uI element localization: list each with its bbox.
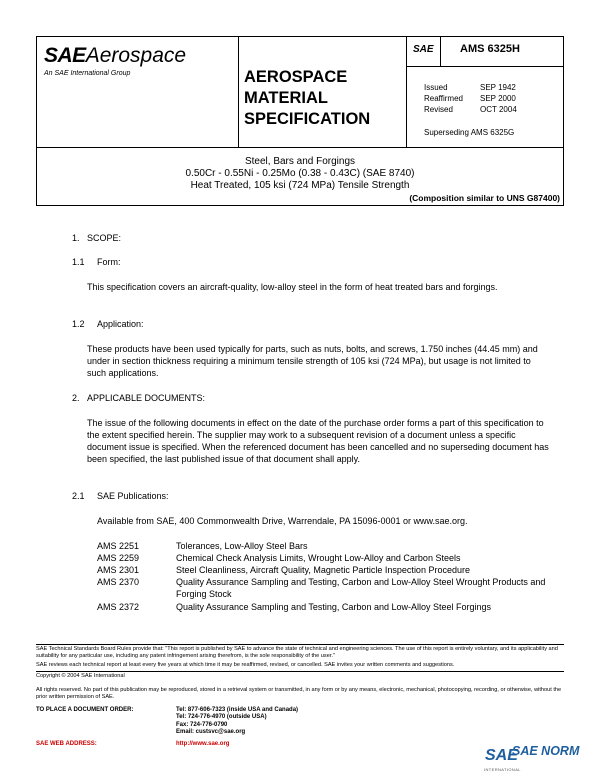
logo-subtitle: An SAE International Group xyxy=(44,70,131,77)
header-divider-left xyxy=(238,36,239,148)
section-2-title: APPLICABLE DOCUMENTS: xyxy=(87,393,206,403)
section-1-2-text: These products have been used typically for parts, such as nuts, bolts, and screws, 1.750 inches (44.45 mm) and under in section thickness requiring a minimum tensile strength of 105 ksi (724 MPa), but usage is not limited to such applications. xyxy=(87,344,538,378)
order-label: TO PLACE A DOCUMENT ORDER: xyxy=(36,707,134,713)
footer-rule xyxy=(36,644,564,645)
sae-norm-mark: SAE xyxy=(485,747,518,764)
history-label: Revised xyxy=(424,105,453,114)
web-label: SAE WEB ADDRESS: xyxy=(36,741,97,747)
title-line: MATERIAL xyxy=(244,89,329,107)
phone-intl: Tel: 724-776-4970 (outside USA) xyxy=(176,714,267,721)
superseding-note: Superseding AMS 6325G xyxy=(424,128,515,137)
section-1-2-number: 1.2 xyxy=(72,319,85,329)
history-label: Reaffirmed xyxy=(424,94,463,103)
history-date: SEP 2000 xyxy=(480,94,516,103)
title-line: AEROSPACE xyxy=(244,68,348,86)
doc-code: AMS 2372 xyxy=(97,602,140,612)
sae-mark: SAE xyxy=(413,44,434,55)
logo-aerospace: Aerospace xyxy=(85,44,187,67)
spec-number: AMS 6325H xyxy=(460,43,520,55)
title-line: SPECIFICATION xyxy=(244,110,371,128)
sae-norm-subtitle: INTERNATIONAL xyxy=(484,767,521,772)
footer-rules-text: SAE Technical Standards Board Rules provide that: "This report is published by SAE to advance the state of technical and engineering sciences. The use of this report is entirely voluntary, and its applicability and suitability for any particular use, including any patent infringement arising therefrom, is the sole responsibility of the user." xyxy=(36,646,558,659)
footer-rights: All rights reserved. No part of this publication may be reproduced, stored in a retrieval system or transmitted, in any form or by any means, electronic, mechanical, photocopying, recording, or otherwise, without the prior written permission of SAE. xyxy=(36,687,562,700)
doc-code: AMS 2370 xyxy=(97,577,140,587)
doc-title: Steel Cleanliness, Aircraft Quality, Magnetic Particle Inspection Procedure xyxy=(176,565,470,575)
spec-title-line-2: 0.50Cr - 0.55Ni - 0.25Mo (0.38 - 0.43C) (SAE 8740) xyxy=(185,168,415,179)
section-1-1-number: 1.1 xyxy=(72,257,85,267)
section-2-1-text: Available from SAE, 400 Commonwealth Drive, Warrendale, PA 15096-0001 or www.sae.org. xyxy=(97,516,468,526)
sae-norm-text: SAE NORM xyxy=(512,744,580,758)
history-date: OCT 2004 xyxy=(480,105,517,114)
doc-code: AMS 2251 xyxy=(97,541,140,551)
doc-title: Quality Assurance Sampling and Testing, Carbon and Low-Alloy Steel Forgings xyxy=(176,602,492,612)
section-1-title: SCOPE: xyxy=(87,233,122,243)
history-date: SEP 1942 xyxy=(480,83,516,92)
doc-title: Tolerances, Low-Alloy Steel Bars xyxy=(176,541,308,551)
doc-code: AMS 2301 xyxy=(97,565,140,575)
section-1-number: 1. xyxy=(72,233,80,243)
section-1-1-title: Form: xyxy=(97,257,121,267)
spec-title-line-3: Heat Treated, 105 ksi (724 MPa) Tensile Strength xyxy=(190,180,410,191)
footer-review-text: SAE reviews each technical report at least every five years at which time it may be reaffirmed, revised, or cancelled. SAE invites your written comments and suggestions. xyxy=(36,662,455,668)
phone-us: Tel: 877-606-7323 (inside USA and Canada) xyxy=(176,707,299,713)
fax: Fax: 724-776-0790 xyxy=(176,721,228,728)
section-2-1-title: SAE Publications: xyxy=(97,491,169,501)
section-2-text: The issue of the following documents in effect on the date of the purchase order forms a part of this specification to the extent specified herein. The supplier may work to a subsequent revision of a document unless a specific document issue is specified. When the referenced document has been cancelled and no superseding document has been specified, the last published issue of that document shall apply. xyxy=(87,418,549,464)
composition-note: (Composition similar to UNS G87400) xyxy=(409,193,560,203)
email[interactable]: Email: custsvc@sae.org xyxy=(176,729,246,736)
doc-code: AMS 2259 xyxy=(97,553,140,563)
order-contact xyxy=(176,707,298,737)
history-labels xyxy=(424,82,463,115)
history-label: Issued xyxy=(424,83,448,92)
section-2-number: 2. xyxy=(72,393,80,403)
section-1-2-title: Application: xyxy=(97,319,144,329)
doc-title: Quality Assurance Sampling and Testing, Carbon and Low-Alloy Steel Wrought Products and Forging Stock xyxy=(176,577,546,599)
doc-title: Chemical Check Analysis Limits, Wrought Low-Alloy and Carbon Steels xyxy=(176,553,461,563)
logo-sae: SAE xyxy=(44,44,86,67)
document-type-title xyxy=(244,67,370,130)
header-divider-ams xyxy=(440,36,441,66)
section-2-1-number: 2.1 xyxy=(72,491,85,501)
sae-aerospace-logo xyxy=(44,44,186,68)
web-link[interactable]: http://www.sae.org xyxy=(176,741,230,747)
section-1-1-text: This specification covers an aircraft-quality, low-alloy steel in the form of heat treated bars and forgings. xyxy=(87,282,498,292)
footer-copyright: Copyright © 2004 SAE International xyxy=(36,673,125,679)
footer-rule xyxy=(36,671,564,672)
header-ams-rule xyxy=(406,66,564,67)
history-dates xyxy=(480,82,517,115)
header-divider-right xyxy=(406,36,407,148)
spec-title-line-1: Steel, Bars and Forgings xyxy=(244,156,356,167)
